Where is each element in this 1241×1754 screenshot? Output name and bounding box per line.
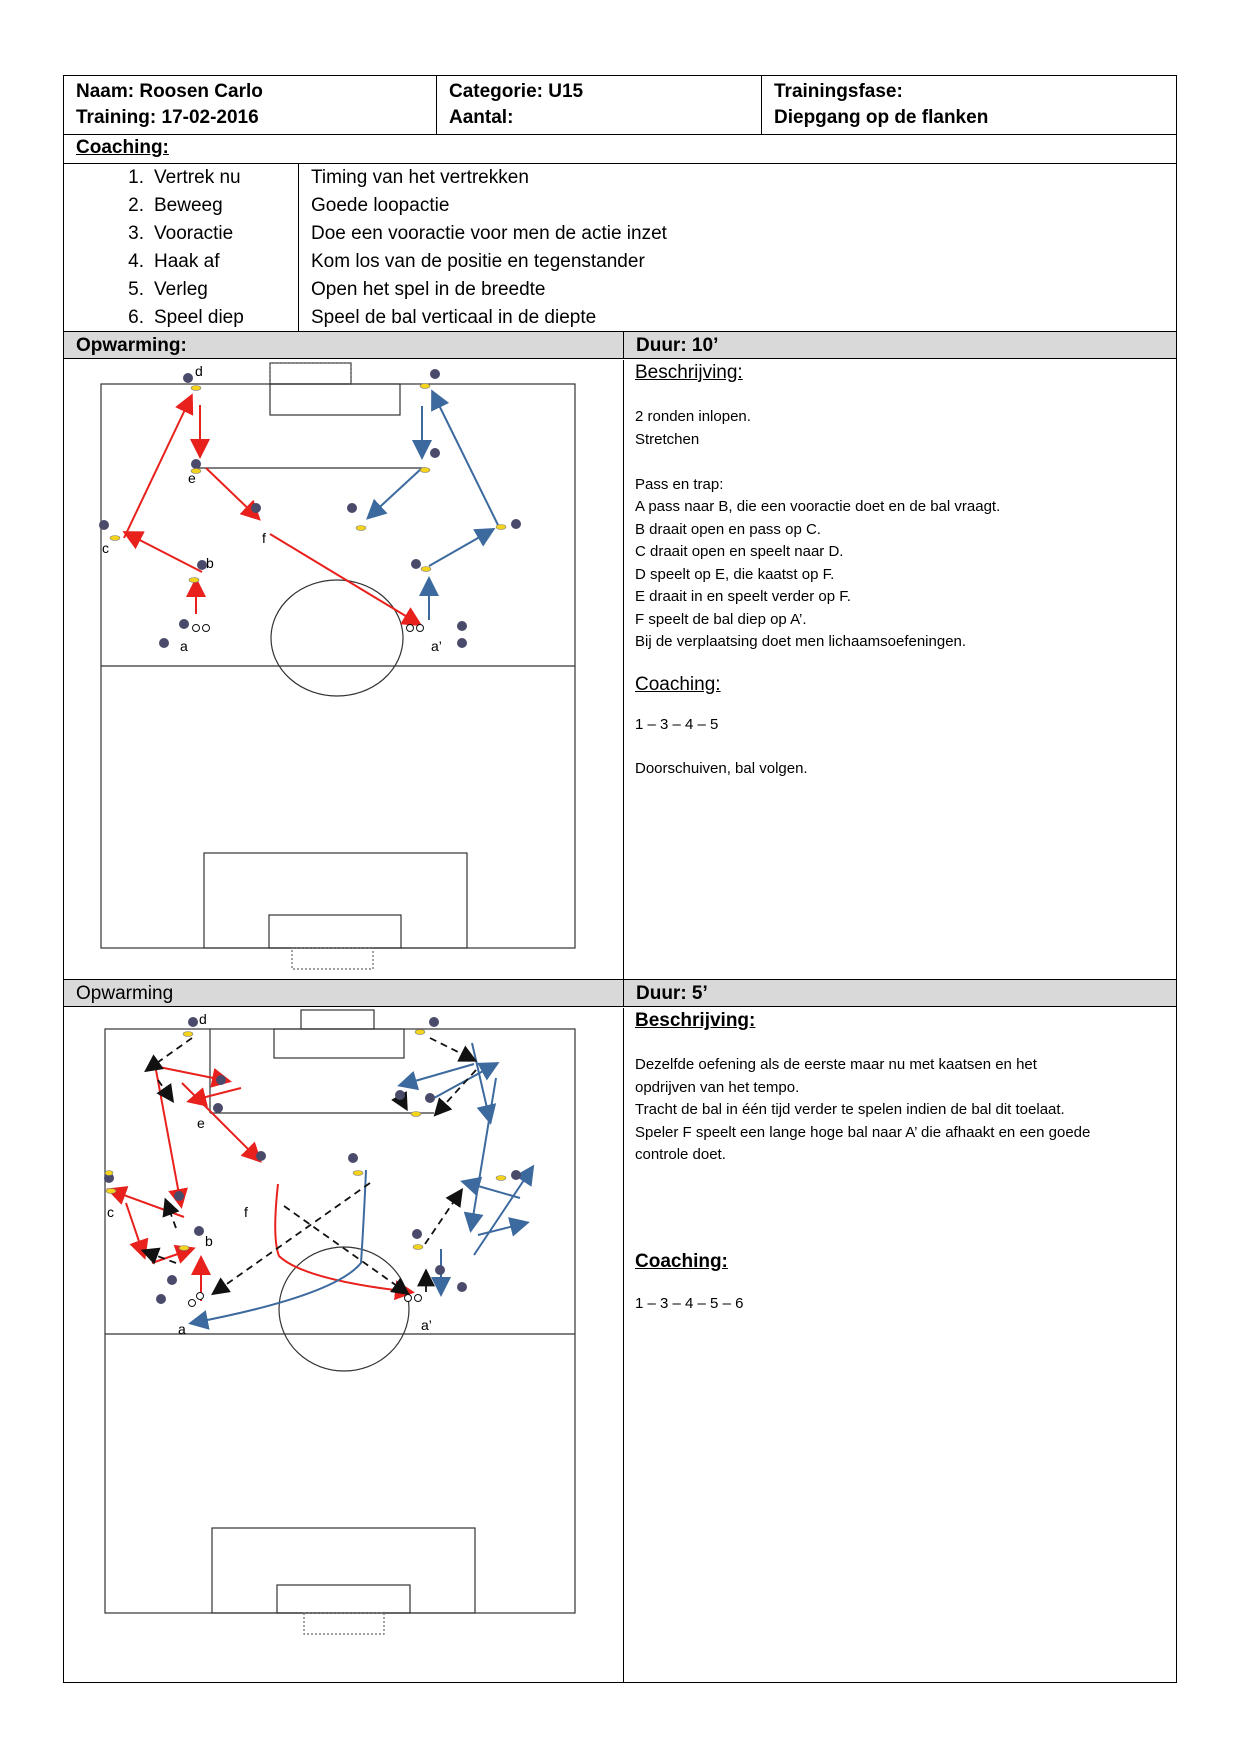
list-item: 4. Haak af: [128, 251, 220, 272]
exercise-1-header: [64, 331, 1176, 359]
exercise-1-description: [624, 360, 1176, 980]
header-category-cell: [437, 76, 762, 135]
field-diagram-2: [64, 1008, 622, 1682]
ball-markers: [193, 625, 424, 632]
player-label-f: f: [262, 530, 266, 546]
coaching-heading: Coaching:: [635, 1250, 728, 1272]
cone-markers: [105, 1030, 506, 1251]
player-markers: [104, 1017, 521, 1304]
exercise-1-duration: Duur: 10’: [636, 335, 719, 356]
exercise-1-diagram: [64, 360, 624, 980]
player-label-a-prime: a’: [431, 638, 442, 654]
exercise-1-title: Opwarming:: [64, 332, 624, 358]
player-label-a: a: [180, 638, 188, 654]
list-item-text: Goede loopactie: [311, 195, 450, 216]
coach-name: Naam: Roosen Carlo: [76, 81, 263, 102]
list-item-text: Kom los van de positie en tegenstander: [311, 251, 645, 272]
coaching-points: 1 – 3 – 4 – 5 – 6: [635, 1294, 744, 1312]
exercise-1-body: [64, 360, 1176, 980]
coaching-points: 1 – 3 – 4 – 5: [635, 715, 719, 733]
coaching-keywords: [64, 164, 299, 332]
header-name-cell: [64, 76, 437, 135]
header-row: [64, 76, 1176, 135]
player-label-f: f: [244, 1204, 248, 1220]
blue-arrows: [369, 393, 498, 620]
pitch-lines: [101, 363, 575, 969]
cone-markers: [110, 384, 506, 583]
exercise-2-duration: Duur: 5’: [636, 983, 708, 1004]
phase-value: Diepgang op de flanken: [774, 107, 989, 128]
training-sheet: [63, 75, 1177, 1683]
player-label-d: d: [195, 363, 203, 379]
player-label-b: b: [206, 555, 214, 571]
category: Categorie: U15: [449, 81, 584, 102]
list-item-text: Timing van het vertrekken: [311, 167, 529, 188]
player-markers: [99, 369, 521, 648]
list-item: 5. Verleg: [128, 279, 208, 300]
list-item-text: Open het spel in de breedte: [311, 279, 546, 300]
exercise-note: Doorschuiven, bal volgen.: [635, 760, 808, 777]
coaching-list: [64, 164, 1176, 332]
list-item: 1. Vertrek nu: [128, 167, 241, 188]
blue-arrows: [192, 1043, 532, 1323]
exercise-2-header: [64, 979, 1176, 1007]
player-label-e: e: [188, 470, 196, 486]
player-label-e: e: [197, 1115, 205, 1131]
training-date: Training: 17-02-2016: [76, 107, 259, 128]
phase-label: Trainingsfase:: [774, 81, 903, 102]
player-label-d: d: [199, 1011, 207, 1027]
description-heading: Beschrijving:: [635, 1010, 756, 1031]
header-phase-cell: [762, 76, 1176, 135]
exercise-2-body: [64, 1008, 1176, 1682]
player-label-a: a: [178, 1321, 186, 1337]
pitch-lines: [105, 1010, 575, 1634]
description-text: Dezelfde oefening als de eerste maar nu met kaatsen en het opdrijven van het tempo. Tracht de bal in één tijd verder te spelen indien de bal dit toelaat. Speler F speelt een lange hoge bal naar A’ die afhaakt en een goede controle doet.: [635, 1056, 1091, 1163]
black-dashed-arrows: [144, 1038, 476, 1293]
description-text: 2 ronden inlopen. Stretchen Pass en trap: A pass naar B, die een vooractie doet en de bal vraagt. B draait open en pass op C. C draait open en speelt naar D. D speelt op E, die kaatst op F. E draait in en speelt verder op F. F speelt de bal diep op A’. Bij de verplaatsing doet men lichaamsoefeningen.: [635, 408, 1001, 650]
player-label-c: c: [102, 540, 109, 556]
player-label-b: b: [205, 1233, 213, 1249]
coaching-title: Coaching:: [64, 135, 1176, 164]
list-item: 6. Speel diep: [128, 307, 244, 328]
exercise-2-diagram: [64, 1008, 624, 1682]
exercise-2-title: Opwarming: [64, 980, 624, 1006]
coaching-heading: Coaching:: [635, 673, 721, 695]
coaching-explanations: [299, 164, 1176, 332]
player-label-c: c: [107, 1204, 114, 1220]
list-item: 2. Beweeg: [128, 195, 223, 216]
list-item: 3. Vooractie: [128, 223, 234, 244]
list-item-text: Speel de bal verticaal in de diepte: [311, 307, 597, 328]
field-diagram-1: [64, 360, 622, 980]
exercise-2-description: [624, 1008, 1176, 1682]
count: Aantal:: [449, 107, 514, 128]
list-item-text: Doe een vooractie voor men de actie inzet: [311, 223, 667, 244]
player-label-a-prime: a’: [421, 1317, 432, 1333]
description-heading: Beschrijving:: [635, 362, 743, 383]
